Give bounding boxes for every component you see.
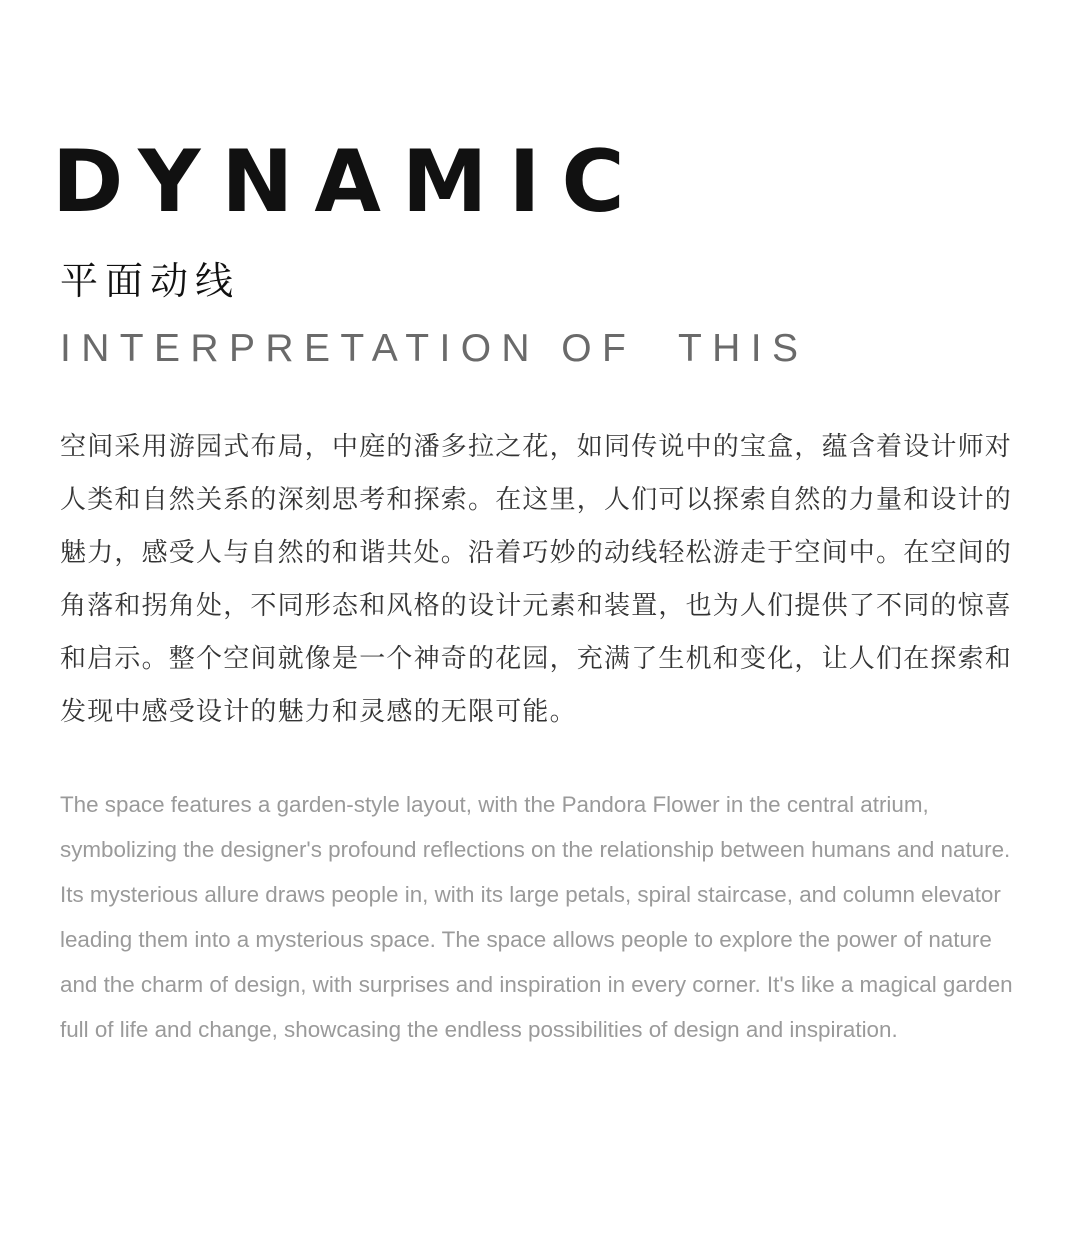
page-title: DYNAMIC (52, 132, 646, 232)
english-paragraph: The space features a garden-style layout, with the Pandora Flower in the central atrium, symbolizing the designer's profound reflections on the relationship between humans and nature. Its mysterious allure draws people in, with its large petals, spiral staircase, and column elevator leading them into a mysterious space. The space allows people to explore the power of nature and the charm of design, with surprises and inspiration in every corner. It's like a magical garden full of life and change, showcasing the endless possibilities of design and inspiration. (60, 792, 1013, 1042)
chinese-paragraph: 空间采用游园式布局，中庭的潘多拉之花，如同传说中的宝盒，蕴含着设计师对人类和自然关系的深刻思考和探索。在这里，人们可以探索自然的力量和设计的魅力，感受人与自然的和谐共处。沿着巧妙的动线轻松游走于空间中。在空间的角落和拐角处，不同形态和风格的设计元素和装置，也为人们提供了不同的惊喜和启示。整个空间就像是一个神奇的花园，充满了生机和变化，让人们在探索和发现中感受设计的魅力和灵感的无限可能。 (60, 432, 1013, 727)
chinese-title: 平面动线 (60, 259, 241, 303)
section-subtitle: INTERPRETATION OF THIS (60, 327, 809, 370)
